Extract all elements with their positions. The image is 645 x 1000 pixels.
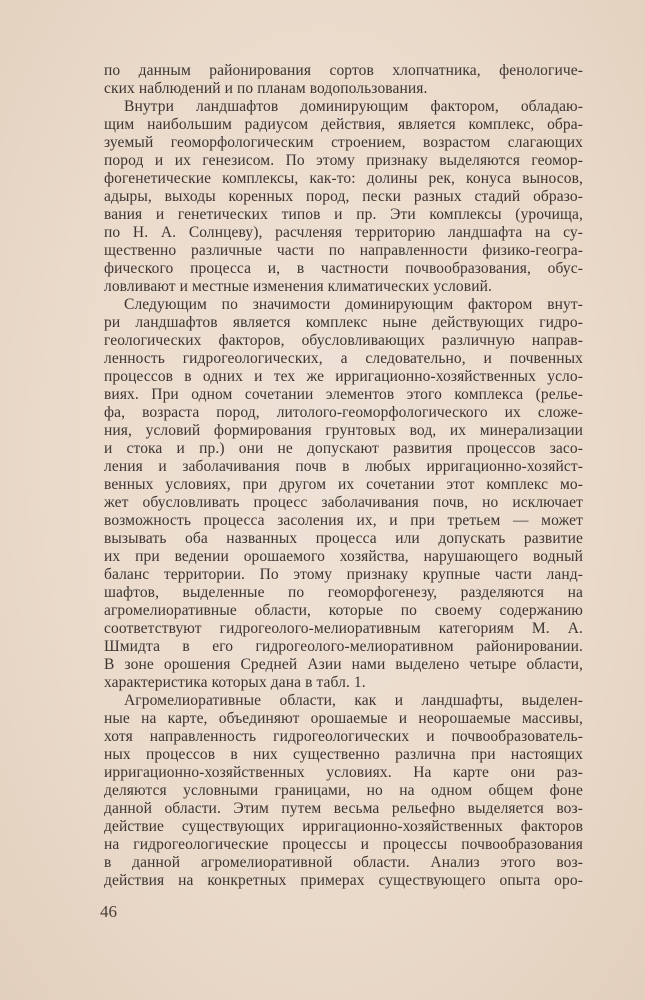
text-line: ные на карте, объединяют орошаемые и неорошаемые массивы, <box>104 710 583 727</box>
text-line: ных процессов в них существенно различна при настоящих <box>104 746 583 763</box>
text-line: пород и их генезисом. По этому признаку выделяются геомор- <box>104 152 583 169</box>
page-number: 46 <box>100 902 117 921</box>
text-line: в данной агромелиоративной области. Анализ этого воз- <box>104 854 583 871</box>
text-line: Внутри ландшафтов доминирующим фактором, обладаю- <box>124 98 583 115</box>
text-line: агромелиоративные области, которые по своему содержанию <box>104 602 583 619</box>
text-line: возможность процесса засоления их, и при третьем — может <box>104 512 583 529</box>
text-line: ирригационно-хозяйственных условиях. На карте они раз- <box>104 764 583 781</box>
text-line: фического процесса и, в частности почвообразования, обус- <box>104 260 583 277</box>
text-line: жет обусловливать процесс заболачивания почв, но исключает <box>104 494 583 511</box>
text-line: венных условиях, при другом их сочетании этот комплекс мо- <box>104 476 583 493</box>
text-line: баланс территории. По этому признаку крупные части ланд- <box>104 566 583 583</box>
text-line: Шмидта в его гидрогеолого-мелиоративном районировании. <box>104 638 583 655</box>
paragraph <box>104 98 583 296</box>
text-line: ния, условий формирования грунтовых вод, их минерализации <box>104 422 583 439</box>
text-line: геологических факторов, обусловливающих различную направ- <box>104 332 583 349</box>
text-line: фогенетические комплексы, как-то: долины рек, конуса выносов, <box>104 170 583 187</box>
text-line: их при ведении орошаемого хозяйства, нарушающего водный <box>104 548 583 565</box>
text-line: виях. При одном сочетании элементов этого комплекса (релье- <box>104 386 583 403</box>
text-line: зуемый геоморфологическим строением, возрастом слагающих <box>104 134 583 151</box>
paragraph <box>104 692 583 890</box>
text-line: процессов в одних и тех же ирригационно-хозяйственных усло- <box>104 368 583 385</box>
text-line: шафтов, выделенные по геоморфогенезу, разделяются на <box>104 584 583 601</box>
text-line: вызывать оба названных процесса или допускать развитие <box>104 530 583 547</box>
text-line: ских наблюдений и по планам водопользования. <box>104 80 428 97</box>
text-line: фа, возраста пород, литолого-геоморфологического их сложе- <box>104 404 583 421</box>
paragraph <box>104 62 583 98</box>
text-line: В зоне орошения Средней Азии нами выделено четыре области, <box>104 656 583 673</box>
text-line: характеристика которых дана в табл. 1. <box>104 674 366 691</box>
text-line: данной области. Этим путем весьма рельефно выделяется воз- <box>104 800 583 817</box>
text-line: ри ландшафтов является комплекс ныне действующих гидро- <box>104 314 583 331</box>
text-line: щим наибольшим радиусом действия, является комплекс, обра- <box>104 116 583 133</box>
text-line: и стока и пр.) они не допускают развития процессов засо- <box>104 440 583 457</box>
text-line: ленность гидрогеологических, а следовательно, и почвенных <box>104 350 583 367</box>
text-line: ления и заболачивания почв в любых ирригационно-хозяйст- <box>104 458 583 475</box>
text-line: соответствуют гидрогеолого-мелиоративным категориям М. А. <box>104 620 583 637</box>
text-line: действие существующих ирригационно-хозяйственных факторов <box>104 818 583 835</box>
text-line: деляются условными границами, но на одном общем фоне <box>104 782 583 799</box>
text-line: адыры, выходы коренных пород, пески разных стадий образо- <box>104 188 583 205</box>
text-line: действия на конкретных примерах существующего опыта оро- <box>104 872 583 889</box>
text-line: по Н. А. Солнцеву), расчленяя территорию ландшафта на су- <box>104 224 583 241</box>
text-line: на гидрогеологические процессы и процессы почвообразования <box>104 836 583 853</box>
text-line: ловливают и местные изменения климатических условий. <box>104 278 492 295</box>
text-line: щественно различные части по направленности физико-геогра- <box>104 242 583 259</box>
page-body-text <box>104 62 583 890</box>
text-line: хотя направленность гидрогеологических и почвообразователь- <box>104 728 583 745</box>
text-line: вания и генетических типов и пр. Эти комплексы (урочища, <box>104 206 583 223</box>
text-line: Следующим по значимости доминирующим фактором внут- <box>124 296 583 313</box>
text-line: Агромелиоративные области, как и ландшафты, выделен- <box>124 692 583 709</box>
text-line: по данным районирования сортов хлопчатника, фенологиче- <box>104 62 583 79</box>
paragraph <box>104 296 583 692</box>
